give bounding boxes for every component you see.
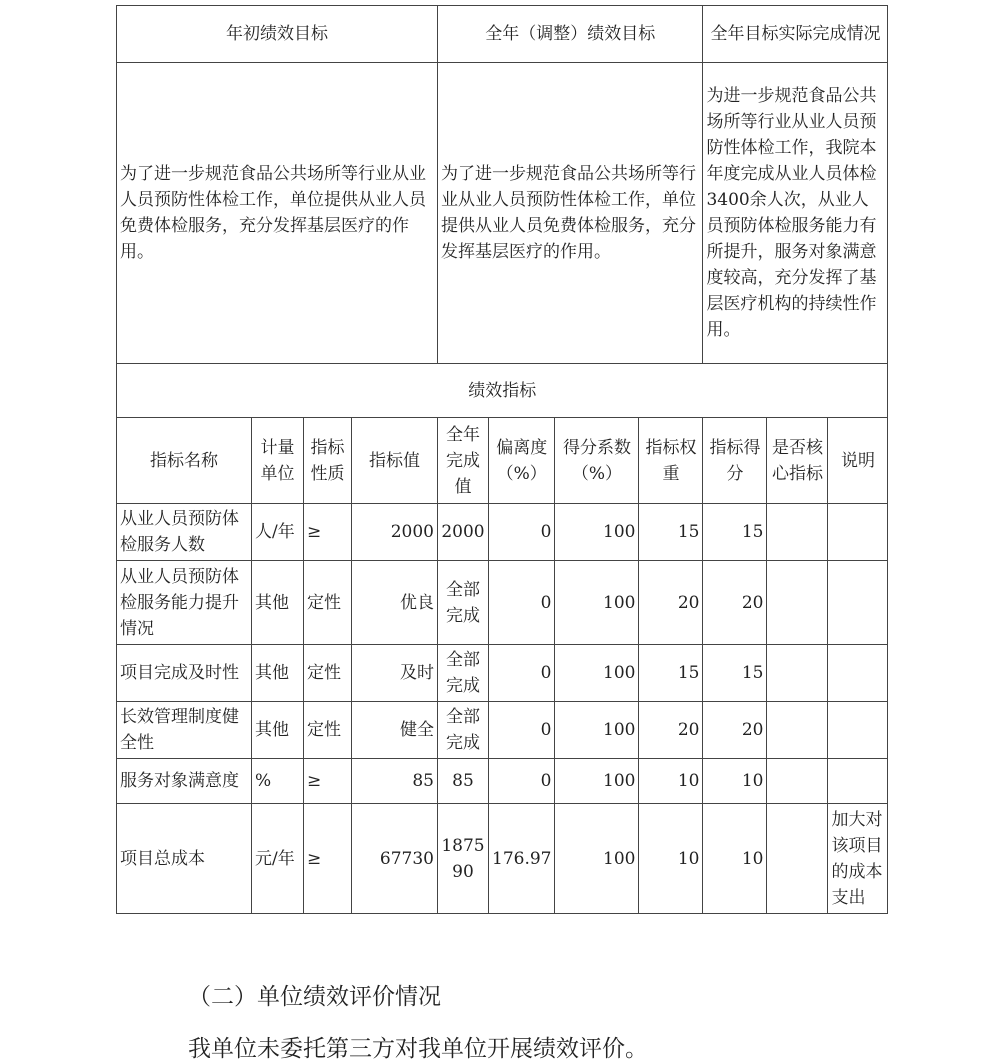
indicator-name: 项目完成及时性 [117,645,252,702]
indicator-score: 15 [703,504,767,561]
col-header: 指标值 [352,418,438,504]
indicator-note [828,561,888,645]
indicator-target: 67730 [352,804,438,914]
indicator-coef: 100 [555,504,639,561]
indicator-weight: 15 [639,504,703,561]
indicator-target: 及时 [352,645,438,702]
indicator-coef: 100 [555,645,639,702]
col-header: 计量单位 [252,418,304,504]
goal-header-actual: 全年目标实际完成情况 [703,6,888,63]
indicator-actual: 2000 [438,504,489,561]
indicator-unit: 人/年 [252,504,304,561]
goal-actual-text: 为进一步规范食品公共场所等行业从业人员预防性体检工作，我院本年度完成从业人员体检3400余人次，从业人员预防体检服务能力有所提升，服务对象满意度较高，充分发挥了基层医疗机构的持续性作用。 [703,63,888,364]
indicator-core [767,702,828,759]
indicator-actual: 85 [438,759,489,804]
indicator-nature: ≥ [304,804,352,914]
indicator-coef: 100 [555,561,639,645]
col-header: 偏离度（%） [489,418,555,504]
indicator-note: 加大对该项目的成本支出 [828,804,888,914]
indicator-weight: 20 [639,561,703,645]
indicator-header-row [117,418,888,504]
indicator-section-title: 绩效指标 [117,364,888,418]
col-header: 全年完成值 [438,418,489,504]
col-header: 指标得分 [703,418,767,504]
indicator-target: 85 [352,759,438,804]
indicator-deviation: 176.97 [489,804,555,914]
indicator-deviation: 0 [489,504,555,561]
indicator-coef: 100 [555,702,639,759]
indicator-note [828,759,888,804]
indicator-weight: 15 [639,645,703,702]
indicator-target: 2000 [352,504,438,561]
indicator-score: 10 [703,804,767,914]
indicator-unit: % [252,759,304,804]
indicator-nature: ≥ [304,504,352,561]
table-row [117,804,888,914]
indicator-unit: 其他 [252,561,304,645]
indicator-deviation: 0 [489,759,555,804]
col-header: 指标名称 [117,418,252,504]
indicator-name: 服务对象满意度 [117,759,252,804]
goal-header-adjusted: 全年（调整）绩效目标 [438,6,703,63]
indicator-note [828,504,888,561]
table-row [117,504,888,561]
section-body: 我单位未委托第三方对我单位开展绩效评价。 [188,1036,648,1062]
indicator-score: 20 [703,561,767,645]
col-header: 指标权重 [639,418,703,504]
indicator-score: 20 [703,702,767,759]
indicator-note [828,702,888,759]
section-heading: （二）单位绩效评价情况 [188,984,441,1010]
indicator-actual: 187590 [438,804,489,914]
indicator-name: 从业人员预防体检服务人数 [117,504,252,561]
indicator-nature: ≥ [304,759,352,804]
indicator-unit: 其他 [252,702,304,759]
indicator-name: 项目总成本 [117,804,252,914]
indicator-name: 长效管理制度健全性 [117,702,252,759]
table-row [117,702,888,759]
indicator-deviation: 0 [489,702,555,759]
indicator-nature: 定性 [304,702,352,759]
table-row [117,645,888,702]
indicator-unit: 元/年 [252,804,304,914]
indicator-nature: 定性 [304,645,352,702]
indicator-core [767,645,828,702]
indicator-name: 从业人员预防体检服务能力提升情况 [117,561,252,645]
indicator-weight: 10 [639,804,703,914]
indicator-coef: 100 [555,804,639,914]
indicator-score: 10 [703,759,767,804]
goal-adjusted-text: 为了进一步规范食品公共场所等行业从业人员预防性体检工作，单位提供从业人员免费体检服务，充分发挥基层医疗的作用。 [438,63,703,364]
indicator-weight: 10 [639,759,703,804]
indicator-score: 15 [703,645,767,702]
indicator-coef: 100 [555,759,639,804]
indicator-unit: 其他 [252,645,304,702]
indicator-nature: 定性 [304,561,352,645]
indicator-deviation: 0 [489,645,555,702]
indicator-actual: 全部完成 [438,561,489,645]
performance-table [116,5,888,914]
table-row [117,561,888,645]
goal-header-initial: 年初绩效目标 [117,6,438,63]
col-header: 指标性质 [304,418,352,504]
indicator-core [767,561,828,645]
indicator-target: 优良 [352,561,438,645]
indicator-deviation: 0 [489,561,555,645]
goal-initial-text: 为了进一步规范食品公共场所等行业从业人员预防性体检工作，单位提供从业人员免费体检服务，充分发挥基层医疗的作用。 [117,63,438,364]
indicator-note [828,645,888,702]
col-header: 得分系数（%） [555,418,639,504]
indicator-core [767,504,828,561]
table-row [117,759,888,804]
indicator-actual: 全部完成 [438,645,489,702]
indicator-actual: 全部完成 [438,702,489,759]
indicator-weight: 20 [639,702,703,759]
col-header: 是否核心指标 [767,418,828,504]
indicator-core [767,804,828,914]
indicator-core [767,759,828,804]
indicator-target: 健全 [352,702,438,759]
col-header: 说明 [828,418,888,504]
